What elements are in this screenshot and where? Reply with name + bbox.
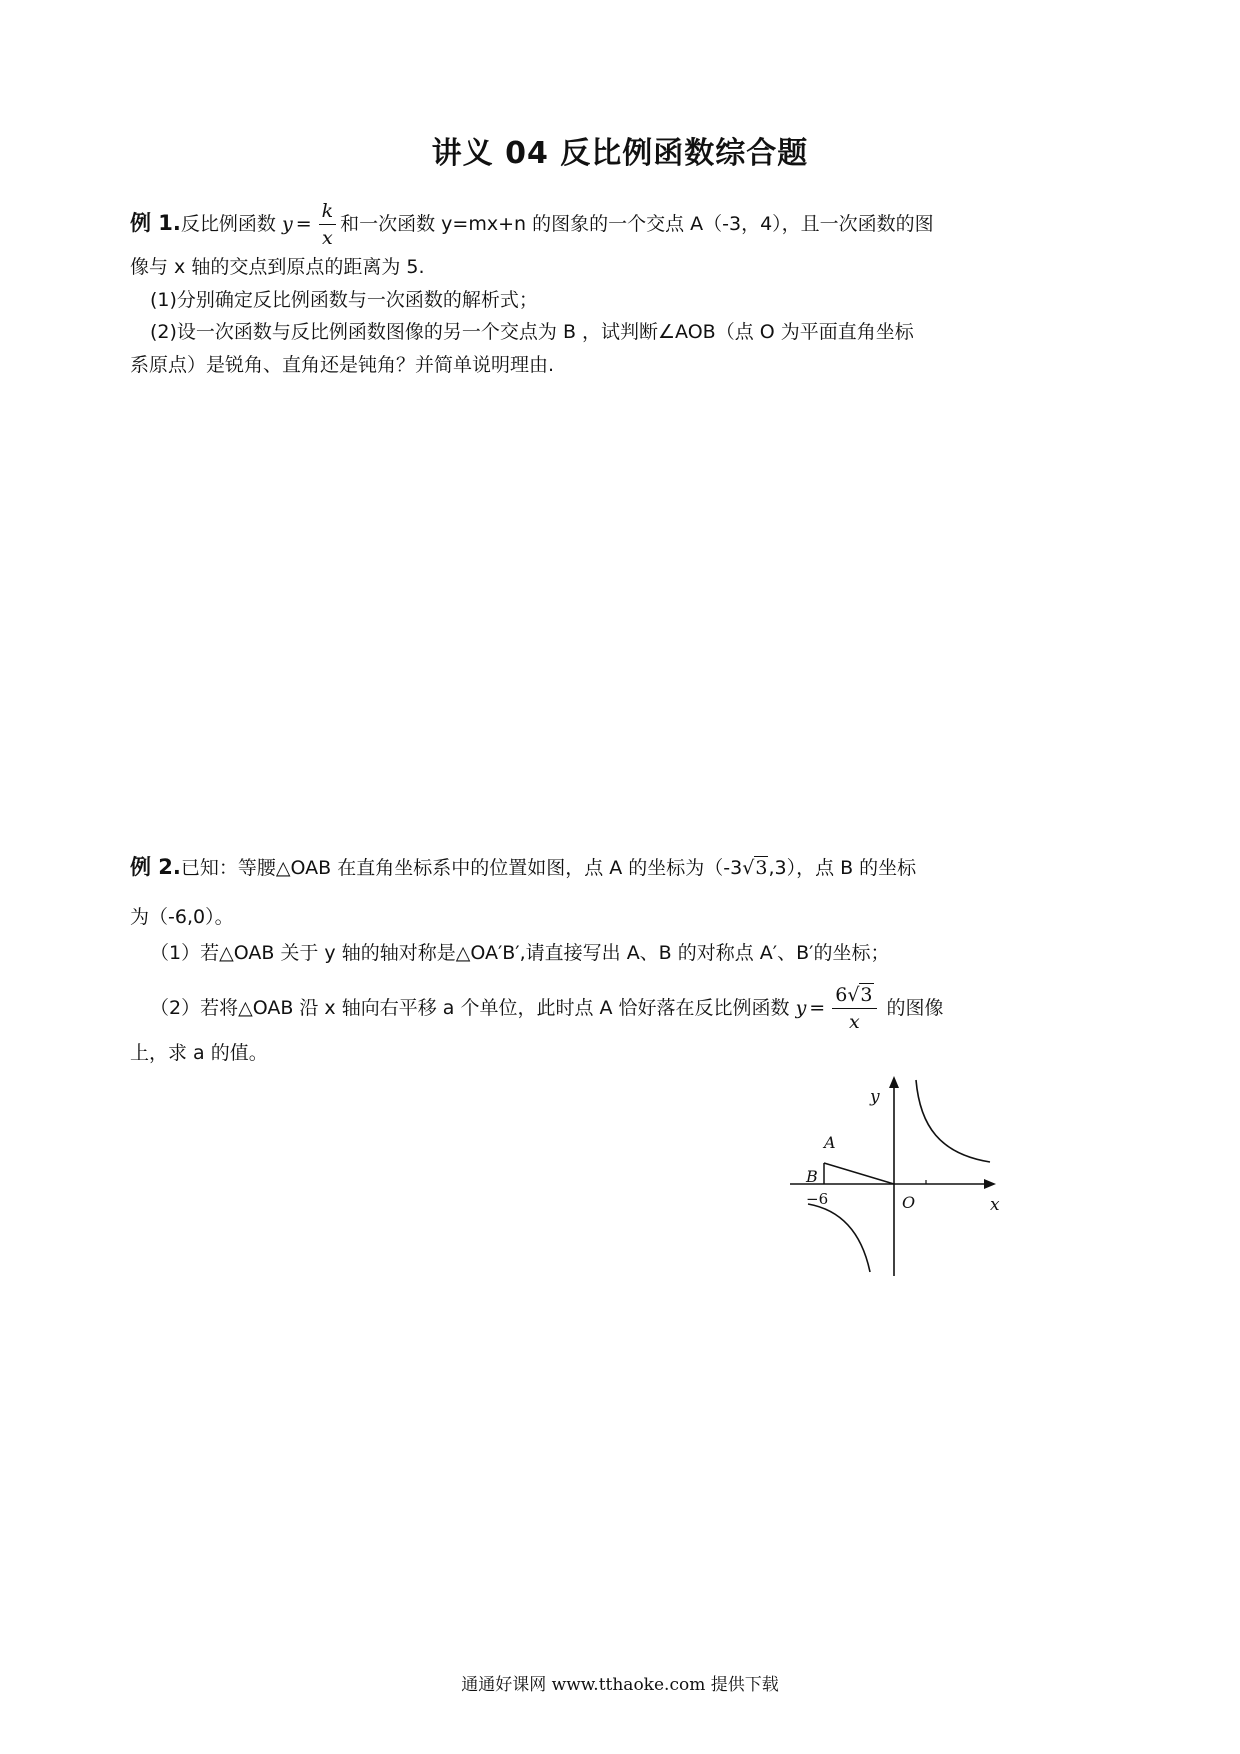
ex2-q2-math-eq: = [809,997,826,1019]
ex1-line-1 [130,200,934,249]
ex1-question-2-line-1: (2)设一次函数与反比例函数图像的另一个交点为 B ，试判断∠AOB（点 O 为平面直角坐标 [150,321,914,343]
hyperbola-branch-lower-left [808,1204,870,1272]
footer-provide-text: 提供下载 [705,1675,779,1695]
ex2-q2-math-y: y [795,997,807,1019]
ex2-question-2-line-1 [150,984,944,1033]
ex1-math-eq: = [295,213,312,235]
point-b-label: B [806,1167,818,1186]
footer-url-link[interactable]: www.tthaoke.com [551,1675,706,1695]
page-footer [0,1670,1240,1695]
ex2-q2-numerator-radicand: 3 [860,984,873,1006]
ex2-q2-fraction [832,984,876,1033]
ex2-sqrt: √3 [742,857,768,879]
ex2-text-b: ,3），点 B 的坐标 [768,857,917,879]
ex2-line-2: 为（-6,0）。 [130,906,234,928]
ex1-line-2: 像与 x 轴的交点到原点的距离为 5. [130,256,425,278]
ex2-question-2-line-2: 上，求 a 的值。 [130,1042,268,1064]
x-axis-label: x [990,1195,1000,1215]
ex1-fraction-denominator: x [322,227,333,249]
ex1-fraction-numerator: k [319,200,337,225]
coordinate-figure-svg [790,1066,1010,1276]
ex2-q2-fraction-numerator [832,984,876,1009]
segment-ao [824,1163,894,1184]
coordinate-figure [790,1066,1010,1276]
ex1-text-a: 反比例函数 [180,213,282,235]
y-axis-arrow [889,1076,899,1088]
ex1-question-1: (1)分别确定反比例函数与一次函数的解析式； [150,289,538,311]
ex2-q2-numerator-coef: 6 [835,984,848,1006]
y-axis-label: y [870,1087,880,1107]
ex2-text-a: 已知：等腰△OAB 在直角坐标系中的位置如图，点 A 的坐标为（-3 [180,857,743,879]
ex2-label: 例 2. [130,855,181,879]
ex2-line-1 [130,854,916,881]
ex2-question-1: （1）若△OAB 关于 y 轴的轴对称是△OA′B′,请直接写出 A、B 的对称点 A′、B′的坐标； [150,942,890,964]
ex1-math-y: y [281,213,293,235]
ex1-question-2-line-2: 系原点）是锐角、直角还是钝角？并简单说明理由. [130,354,555,376]
point-a-label: A [824,1133,836,1152]
ex2-q2-fraction-denominator: x [849,1011,860,1033]
hyperbola-branch-upper-right [916,1080,990,1162]
ex2-q2-text-b: 的图像 [880,997,944,1019]
ex1-fraction [319,200,337,249]
ex1-text-b: 和一次函数 y=mx+n 的图象的一个交点 A（-3，4），且一次函数的图 [340,213,934,235]
footer-site-name: 通通好课网 [461,1675,552,1695]
ex2-sqrt-radicand: 3 [755,857,768,879]
ex2-q2-numerator-sqrt: √3 [847,984,873,1006]
x-axis-arrow [984,1179,996,1189]
page-title: 讲义 04 反比例函数综合题 [431,136,809,171]
origin-label: O [902,1193,916,1212]
neg-six-label: −6 [806,1190,829,1208]
ex2-q2-text-a: （2）若将△OAB 沿 x 轴向右平移 a 个单位，此时点 A 恰好落在反比例函数 [150,997,796,1019]
ex1-label: 例 1. [130,211,181,235]
